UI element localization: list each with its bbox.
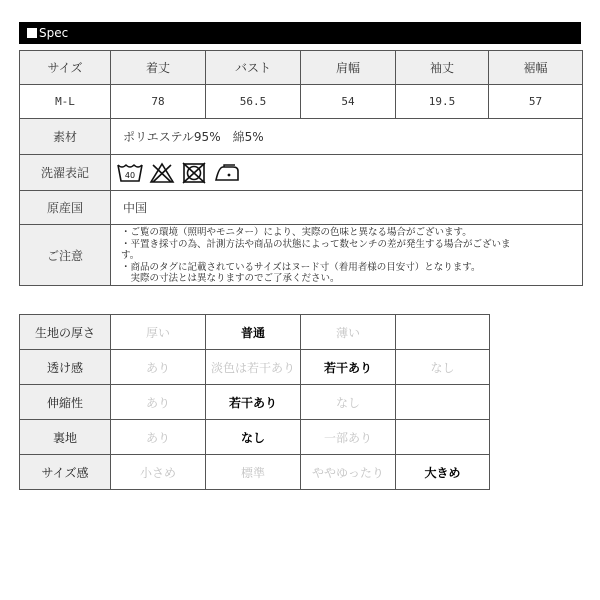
note-line: す。	[121, 250, 140, 262]
shoulder-value: 54	[301, 85, 396, 119]
no-bleach-icon	[149, 162, 175, 184]
feel-option-selected: なし	[206, 420, 301, 455]
feel-option: あり	[111, 385, 206, 420]
size-header-row	[20, 51, 583, 85]
feel-row-label: サイズ感	[20, 455, 111, 490]
feel-option: なし	[301, 385, 396, 420]
note-line: ・平置き採寸の為、計測方法や商品の状態によって数センチの差が発生する場合がございま	[121, 238, 511, 250]
size-value-row	[20, 85, 583, 119]
feel-option-selected: 大きめ	[396, 455, 490, 490]
shoulder-col-header: 肩幅	[301, 51, 396, 85]
sleeve-col-header: 袖丈	[396, 51, 489, 85]
note-line: ・商品のタグに記載されているサイズはヌード寸（着用者様の目安寸）となります。	[121, 261, 481, 273]
wash-row	[20, 155, 583, 191]
material-row	[20, 119, 583, 155]
feel-option: 小さめ	[111, 455, 206, 490]
wash-label: 洗濯表記	[20, 155, 111, 191]
feel-row-label: 生地の厚さ	[20, 315, 111, 350]
square-icon	[27, 28, 37, 38]
feel-option: 薄い	[301, 315, 396, 350]
lining-row	[20, 420, 490, 455]
notes-text	[111, 225, 582, 285]
feel-option: なし	[396, 350, 490, 385]
origin-value: 中国	[111, 191, 583, 225]
length-value: 78	[111, 85, 206, 119]
notes-label: ご注意	[20, 225, 111, 286]
feel-option	[396, 420, 490, 455]
feel-row-label: 裏地	[20, 420, 111, 455]
spec-title: Spec	[39, 26, 69, 40]
thickness-row	[20, 315, 490, 350]
feel-option	[396, 385, 490, 420]
feel-option: 厚い	[111, 315, 206, 350]
no-tumble-dry-icon	[181, 162, 207, 184]
size-value: M-L	[20, 85, 111, 119]
note-line: 実際の寸法とは異なりますのでご了承ください。	[121, 273, 340, 285]
feel-row-label: 伸縮性	[20, 385, 111, 420]
transparency-row	[20, 350, 490, 385]
fabric-feel-table	[19, 314, 490, 490]
feel-option: 標準	[206, 455, 301, 490]
length-col-header: 着丈	[111, 51, 206, 85]
hem-value: 57	[489, 85, 583, 119]
sleeve-value: 19.5	[396, 85, 489, 119]
feel-option-selected: 若干あり	[206, 385, 301, 420]
hem-col-header: 裾幅	[489, 51, 583, 85]
spec-table	[19, 50, 583, 286]
bust-col-header: バスト	[206, 51, 301, 85]
note-line: ・ご覧の環境（照明やモニター）により、実際の色味と異なる場合がございます。	[121, 227, 472, 239]
spec-header	[19, 22, 581, 44]
stretch-row	[20, 385, 490, 420]
feel-row-label: 透け感	[20, 350, 111, 385]
feel-option: あり	[111, 420, 206, 455]
notes-cell	[111, 225, 583, 286]
feel-option: 淡色は若干あり	[206, 350, 301, 385]
wash-40-icon	[117, 162, 143, 184]
bust-value: 56.5	[206, 85, 301, 119]
size-col-header: サイズ	[20, 51, 111, 85]
svg-text:40: 40	[124, 170, 136, 180]
feel-option: あり	[111, 350, 206, 385]
notes-row	[20, 225, 583, 286]
origin-row	[20, 191, 583, 225]
origin-label: 原産国	[20, 191, 111, 225]
feel-option-selected: 若干あり	[301, 350, 396, 385]
feel-option-selected: 普通	[206, 315, 301, 350]
fit-row	[20, 455, 490, 490]
material-value: ポリエステル95% 綿5%	[111, 119, 583, 155]
feel-option: ややゆったり	[301, 455, 396, 490]
feel-option	[396, 315, 490, 350]
iron-low-icon	[213, 162, 241, 184]
wash-icons	[111, 155, 583, 191]
material-label: 素材	[20, 119, 111, 155]
feel-option: 一部あり	[301, 420, 396, 455]
